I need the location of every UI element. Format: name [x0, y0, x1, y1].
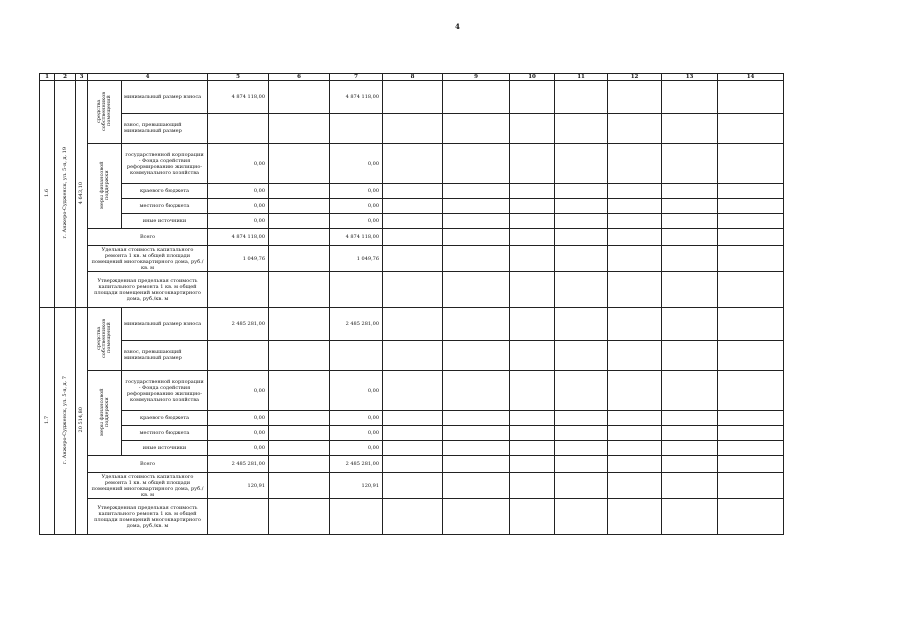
table-cell [269, 411, 330, 426]
column-header: 2 [55, 74, 76, 81]
table-cell [608, 308, 662, 341]
table-cell [443, 473, 510, 499]
table-cell [443, 308, 510, 341]
column-header: 1 [40, 74, 55, 81]
table-cell [269, 199, 330, 214]
table-cell [510, 308, 555, 341]
table-cell [383, 441, 443, 456]
table-cell [383, 81, 443, 114]
excess-fee-label: взнос, превышающий минимальный размер [122, 340, 208, 370]
financial-support-group: меры финансовой поддержки [88, 144, 122, 229]
table-cell [443, 456, 510, 473]
table-row [40, 229, 784, 246]
table-row [40, 411, 784, 426]
table-cell [608, 426, 662, 441]
table-cell [510, 499, 555, 535]
table-cell [383, 272, 443, 308]
table-cell [555, 308, 608, 341]
table-cell [269, 81, 330, 114]
table-cell [383, 411, 443, 426]
page-number: 4 [455, 22, 460, 31]
table-cell [269, 144, 330, 184]
fund-col7: 0,00 [330, 371, 383, 411]
limit-cost-label: Утвержденная предельная стоимость капитального ремонта 1 кв. м общей площади помещений многоквартирного дома, руб./кв. м [88, 272, 208, 308]
table-cell [608, 214, 662, 229]
table-cell [662, 473, 718, 499]
column-header: 11 [555, 74, 608, 81]
table-cell [269, 308, 330, 341]
table-cell [662, 499, 718, 535]
table-row [40, 184, 784, 199]
building-address: г. Анжеро-Судженск, ул. 5-я, д. 19 [55, 81, 76, 308]
table-cell [330, 272, 383, 308]
table-cell [383, 308, 443, 341]
table-cell [269, 456, 330, 473]
min-fee-label: минимальный размер взноса [122, 81, 208, 114]
total-col7: 4 874 118,00 [330, 229, 383, 246]
fund-col7: 0,00 [330, 144, 383, 184]
regional-budget-label: краевого бюджета [122, 184, 208, 199]
min-fee-col5: 2 485 281,00 [208, 308, 269, 341]
table-cell [718, 441, 784, 456]
column-header: 7 [330, 74, 383, 81]
limit-cost-label: Утвержденная предельная стоимость капитального ремонта 1 кв. м общей площади помещений многоквартирного дома, руб./кв. м [88, 499, 208, 535]
table-cell [718, 272, 784, 308]
table-row [40, 371, 784, 411]
table-cell [718, 473, 784, 499]
column-header: 5 [208, 74, 269, 81]
regional-col7: 0,00 [330, 411, 383, 426]
min-fee-col7: 2 485 281,00 [330, 308, 383, 341]
table-cell [269, 272, 330, 308]
table-cell [443, 499, 510, 535]
table-cell [383, 499, 443, 535]
table-cell [208, 499, 269, 535]
unit-cost-col5: 1 049,76 [208, 246, 269, 272]
table-row [40, 473, 784, 499]
unit-cost-label: Удельная стоимость капитального ремонта 1 кв. м общей площади помещений многоквартирного дома, руб./кв. м [88, 246, 208, 272]
table-cell [269, 229, 330, 246]
table-cell [662, 308, 718, 341]
row-index: 1.7 [40, 308, 55, 535]
table-cell [608, 499, 662, 535]
table-cell [510, 229, 555, 246]
table-cell [269, 113, 330, 143]
table-cell [555, 246, 608, 272]
table-cell [718, 499, 784, 535]
table-cell [662, 340, 718, 370]
table-cell [718, 426, 784, 441]
table-cell [555, 199, 608, 214]
table-row [40, 340, 784, 370]
table-cell [662, 411, 718, 426]
local-budget-label: местного бюджета [122, 426, 208, 441]
table-cell [269, 499, 330, 535]
table-cell [443, 199, 510, 214]
table-cell [443, 441, 510, 456]
table-cell [443, 371, 510, 411]
table-cell [718, 113, 784, 143]
table-cell [269, 340, 330, 370]
table-cell [662, 214, 718, 229]
total-label: Всего [88, 229, 208, 246]
financial-support-group: меры финансовой поддержки [88, 371, 122, 456]
table-cell [510, 113, 555, 143]
table-cell [330, 499, 383, 535]
table-cell [383, 371, 443, 411]
table-cell [662, 441, 718, 456]
table-cell [718, 214, 784, 229]
table-cell [555, 340, 608, 370]
capital-repair-table [39, 73, 784, 535]
table-cell [662, 113, 718, 143]
table-cell [718, 371, 784, 411]
table-cell [443, 184, 510, 199]
table-cell [510, 199, 555, 214]
table-cell [510, 411, 555, 426]
unit-cost-label: Удельная стоимость капитального ремонта 1 кв. м общей площади помещений многоквартирного дома, руб./кв. м [88, 473, 208, 499]
table-row [40, 272, 784, 308]
column-header: 12 [608, 74, 662, 81]
owners-funds-group: средства собственников помещений [88, 81, 122, 144]
column-header: 9 [443, 74, 510, 81]
local-budget-label: местного бюджета [122, 199, 208, 214]
table-cell [383, 456, 443, 473]
excess-fee-label: взнос, превышающий минимальный размер [122, 113, 208, 143]
table-cell [269, 473, 330, 499]
table-cell [330, 340, 383, 370]
table-cell [718, 456, 784, 473]
table-cell [608, 144, 662, 184]
local-col7: 0,00 [330, 199, 383, 214]
table-cell [718, 199, 784, 214]
table-cell [510, 214, 555, 229]
table-row [40, 426, 784, 441]
table-cell [662, 184, 718, 199]
table-cell [510, 272, 555, 308]
table-cell [608, 184, 662, 199]
unit-cost-col7: 120,91 [330, 473, 383, 499]
table-cell [383, 113, 443, 143]
table-cell [269, 371, 330, 411]
table-cell [608, 340, 662, 370]
table-cell [208, 340, 269, 370]
table-cell [269, 426, 330, 441]
table-cell [555, 371, 608, 411]
column-header: 14 [718, 74, 784, 81]
min-fee-col5: 4 874 118,00 [208, 81, 269, 114]
table-row [40, 499, 784, 535]
table-cell [608, 371, 662, 411]
table-cell [443, 144, 510, 184]
local-col7: 0,00 [330, 426, 383, 441]
other-col7: 0,00 [330, 441, 383, 456]
fund-col5: 0,00 [208, 144, 269, 184]
table-cell [383, 229, 443, 246]
table-cell [662, 371, 718, 411]
table-cell [555, 456, 608, 473]
total-label: Всего [88, 456, 208, 473]
table-cell [383, 199, 443, 214]
regional-col5: 0,00 [208, 411, 269, 426]
table-cell [510, 340, 555, 370]
table-cell [608, 272, 662, 308]
table-cell [443, 272, 510, 308]
table-cell [208, 113, 269, 143]
table-cell [555, 441, 608, 456]
table-cell [718, 144, 784, 184]
table-cell [555, 229, 608, 246]
row-index: 1.6 [40, 81, 55, 308]
table-cell [443, 229, 510, 246]
table-cell [510, 473, 555, 499]
total-col5: 2 485 281,00 [208, 456, 269, 473]
column-header: 8 [383, 74, 443, 81]
table-cell [510, 144, 555, 184]
table-cell [718, 229, 784, 246]
unit-cost-col7: 1 049,76 [330, 246, 383, 272]
table-cell [555, 144, 608, 184]
table-row [40, 441, 784, 456]
other-col5: 0,00 [208, 214, 269, 229]
table-cell [443, 81, 510, 114]
table-cell [662, 81, 718, 114]
other-col7: 0,00 [330, 214, 383, 229]
table-cell [269, 184, 330, 199]
table-cell [662, 246, 718, 272]
table-cell [443, 246, 510, 272]
building-area: 4 643,10 [76, 81, 88, 308]
table-cell [608, 199, 662, 214]
regional-col7: 0,00 [330, 184, 383, 199]
table-cell [662, 199, 718, 214]
table-cell [718, 81, 784, 114]
table-cell [383, 144, 443, 184]
local-col5: 0,00 [208, 199, 269, 214]
table-cell [608, 473, 662, 499]
table-cell [718, 184, 784, 199]
table-cell [443, 411, 510, 426]
table-cell [662, 272, 718, 308]
table-row [40, 456, 784, 473]
table-cell [718, 411, 784, 426]
table-cell [555, 184, 608, 199]
table-cell [383, 340, 443, 370]
table-cell [662, 229, 718, 246]
table-cell [383, 473, 443, 499]
fund-label: государственной корпорации - Фонда содействия реформированию жилищно-коммунального хозяйства [122, 144, 208, 184]
table-cell [555, 411, 608, 426]
table-cell [555, 426, 608, 441]
table-cell [330, 113, 383, 143]
min-fee-col7: 4 874 118,00 [330, 81, 383, 114]
regional-col5: 0,00 [208, 184, 269, 199]
table-cell [443, 340, 510, 370]
total-col5: 4 874 118,00 [208, 229, 269, 246]
table-row [40, 308, 784, 341]
table-cell [718, 340, 784, 370]
regional-budget-label: краевого бюджета [122, 411, 208, 426]
table-cell [383, 426, 443, 441]
column-header: 3 [76, 74, 88, 81]
table-row [40, 246, 784, 272]
table-cell [383, 214, 443, 229]
min-fee-label: минимальный размер взноса [122, 308, 208, 341]
table-cell [608, 246, 662, 272]
table-cell [510, 441, 555, 456]
table-cell [510, 456, 555, 473]
table-cell [269, 214, 330, 229]
table-row [40, 113, 784, 143]
column-header: 6 [269, 74, 330, 81]
total-col7: 2 485 281,00 [330, 456, 383, 473]
fund-label: государственной корпорации - Фонда содействия реформированию жилищно-коммунального хозяйства [122, 371, 208, 411]
column-header: 4 [88, 74, 208, 81]
table-cell [510, 426, 555, 441]
unit-cost-col5: 120,91 [208, 473, 269, 499]
table-cell [555, 272, 608, 308]
table-cell [383, 246, 443, 272]
owners-funds-group: средства собственников помещений [88, 308, 122, 371]
table-cell [269, 246, 330, 272]
table-cell [555, 214, 608, 229]
table-row [40, 199, 784, 214]
column-header: 10 [510, 74, 555, 81]
table-cell [608, 113, 662, 143]
other-sources-label: иные источники [122, 214, 208, 229]
table-cell [555, 473, 608, 499]
table-cell [608, 229, 662, 246]
table-cell [608, 456, 662, 473]
table-cell [608, 81, 662, 114]
table-cell [443, 113, 510, 143]
table-cell [269, 441, 330, 456]
building-address: г. Анжеро-Судженск, ул. 5-я, д. 7 [55, 308, 76, 535]
table-cell [555, 113, 608, 143]
other-sources-label: иные источники [122, 441, 208, 456]
table-cell [208, 272, 269, 308]
table-cell [662, 144, 718, 184]
table-cell [662, 426, 718, 441]
table-cell [662, 456, 718, 473]
table-cell [608, 411, 662, 426]
table-cell [510, 371, 555, 411]
table-cell [555, 499, 608, 535]
fund-col5: 0,00 [208, 371, 269, 411]
table-cell [718, 308, 784, 341]
table-cell [718, 246, 784, 272]
table-cell [443, 426, 510, 441]
table-cell [383, 184, 443, 199]
column-number-row [40, 74, 784, 81]
table-cell [555, 81, 608, 114]
table-cell [510, 81, 555, 114]
table-cell [608, 441, 662, 456]
table-cell [510, 184, 555, 199]
table-cell [443, 214, 510, 229]
table-row [40, 214, 784, 229]
table-cell [510, 246, 555, 272]
column-header: 13 [662, 74, 718, 81]
building-area: 20 514,80 [76, 308, 88, 535]
table-row [40, 144, 784, 184]
table-row [40, 81, 784, 114]
local-col5: 0,00 [208, 426, 269, 441]
other-col5: 0,00 [208, 441, 269, 456]
